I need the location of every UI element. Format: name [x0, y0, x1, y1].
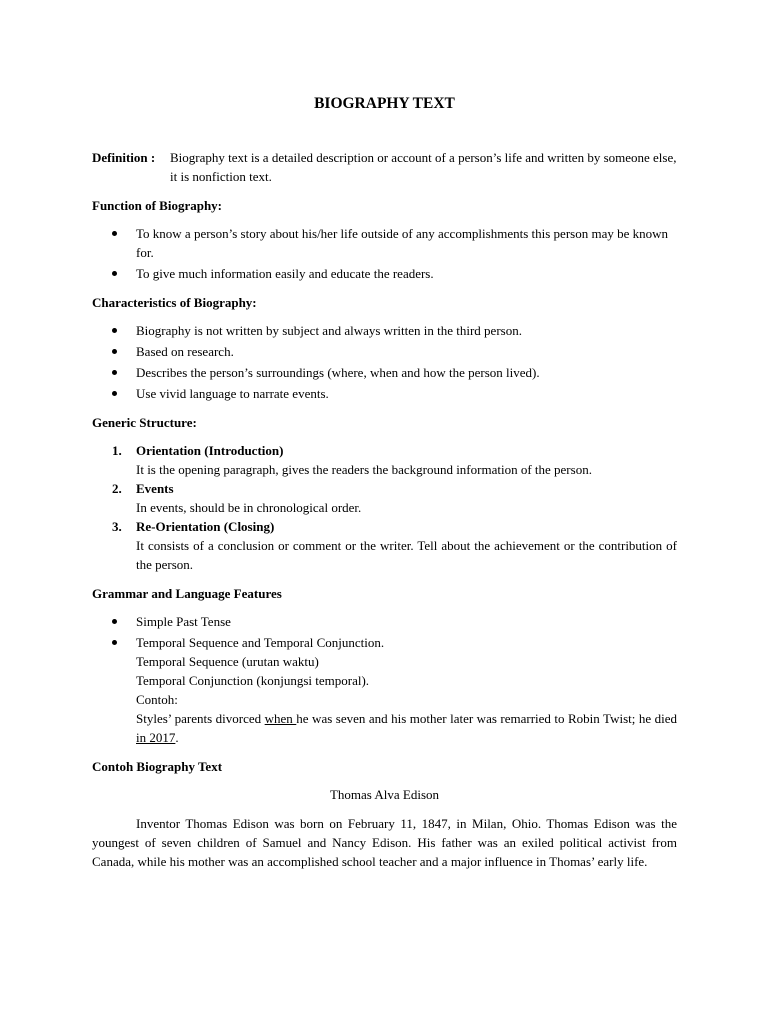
- bullet-icon: [112, 328, 117, 333]
- definition-text: Biography text is a detailed description or account of a person’s life and written by someone else, it is nonfiction text.: [170, 150, 677, 184]
- list-item: Simple Past Tense: [92, 612, 677, 631]
- list-item: [92, 441, 677, 479]
- item-text: It is the opening paragraph, gives the readers the background information of the person.: [136, 462, 592, 477]
- item-text: In events, should be in chronological order.: [136, 500, 362, 515]
- underlined-time: in 2017: [136, 730, 176, 745]
- definition-label: Definition :: [92, 150, 156, 165]
- item-number: 1.: [112, 443, 122, 458]
- structure-heading: Generic Structure:: [92, 415, 197, 430]
- list-item: Use vivid language to narrate events.: [92, 384, 677, 403]
- example-paragraph: Inventor Thomas Edison was born on February 11, 1847, in Milan, Ohio. Thomas Edison was the youngest of seven children of Samuel and Nancy Edison. His father was an exiled political activist from Canada, while his mother was an accomplished school teacher and a major influence in Thomas’ early life.: [92, 816, 677, 869]
- list-item: To know a person’s story about his/her life outside of any accomplishments this person may be known for.: [92, 224, 677, 262]
- list-item: To give much information easily and educate the readers.: [92, 264, 677, 283]
- grammar-line: Temporal Conjunction (konjungsi temporal).: [136, 673, 370, 688]
- document-content: [92, 94, 677, 871]
- grammar-heading: Grammar and Language Features: [92, 586, 282, 601]
- list-item: [92, 479, 677, 517]
- grammar-line: Temporal Sequence (urutan waktu): [136, 654, 319, 669]
- characteristics-heading: Characteristics of Biography:: [92, 295, 257, 310]
- underlined-conjunction: when: [264, 711, 297, 726]
- item-number: 2.: [112, 481, 122, 496]
- list-item: Based on research.: [92, 342, 677, 361]
- characteristics-list: [92, 321, 677, 403]
- structure-list: [92, 441, 677, 574]
- list-item: [92, 633, 677, 747]
- bullet-icon: [112, 391, 117, 396]
- item-title: Re-Orientation (Closing): [136, 519, 275, 534]
- list-item: [92, 517, 677, 574]
- item-number: 3.: [112, 519, 122, 534]
- bullet-icon: [112, 231, 117, 236]
- grammar-list: [92, 612, 677, 747]
- example-sentence: Styles’ parents divorced when he was seven and his mother later was remarried to Robin Twist; he died in 2017.: [136, 711, 677, 745]
- item-title: Events: [136, 481, 174, 496]
- function-list: [92, 224, 677, 283]
- list-item: Describes the person’s surroundings (where, when and how the person lived).: [92, 363, 677, 382]
- example-heading: Contoh Biography Text: [92, 759, 223, 774]
- example-subtitle: Thomas Alva Edison: [329, 787, 440, 802]
- grammar-line: Temporal Sequence and Temporal Conjunction.: [136, 635, 385, 650]
- item-title: Orientation (Introduction): [136, 443, 284, 458]
- definition-block: [92, 148, 677, 186]
- function-heading: Function of Biography:: [92, 198, 223, 213]
- item-text: It consists of a conclusion or comment or the writer. Tell about the achievement or the contribution of the person.: [136, 538, 677, 572]
- bullet-icon: [112, 349, 117, 354]
- grammar-line: Contoh:: [136, 692, 178, 707]
- bullet-icon: [112, 271, 117, 276]
- list-item: Biography is not written by subject and always written in the third person.: [92, 321, 677, 340]
- bullet-icon: [112, 619, 117, 624]
- bullet-icon: [112, 370, 117, 375]
- page-title: BIOGRAPHY TEXT: [314, 95, 455, 112]
- bullet-icon: [112, 640, 117, 645]
